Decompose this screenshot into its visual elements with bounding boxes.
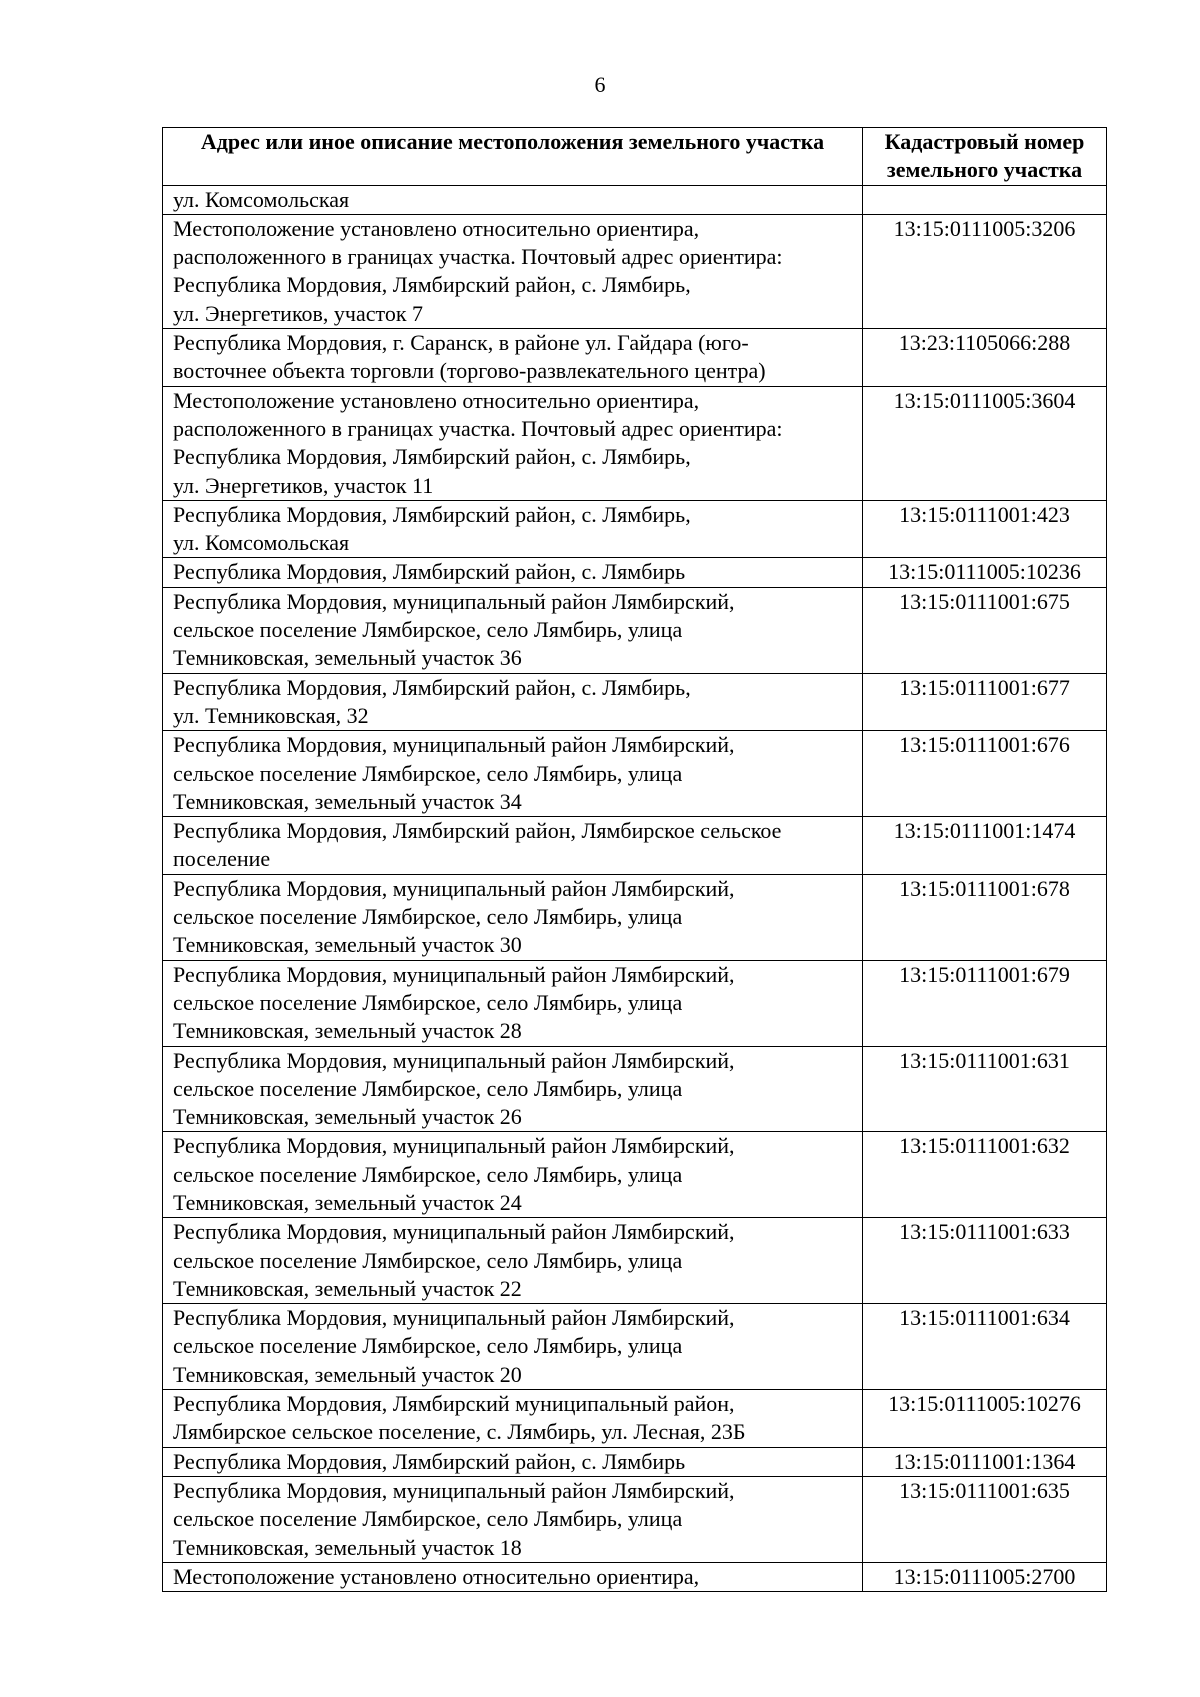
address-cell — [163, 558, 863, 587]
address-line: Темниковская, земельный участок 18 — [173, 1534, 522, 1560]
cadastral-number-cell: 13:15:0111001:678 — [863, 874, 1107, 960]
cadastral-number-cell: 13:15:0111001:679 — [863, 960, 1107, 1046]
address-line: Республика Мордовия, муниципальный район Лямбирский, — [173, 1219, 735, 1245]
address-cell — [163, 1476, 863, 1562]
cadastral-number-cell: 13:15:0111001:677 — [863, 673, 1107, 731]
address-cell — [163, 185, 863, 214]
table-row — [163, 874, 1107, 960]
address-line: сельское поселение Лямбирское, село Лямбирь, улица — [173, 1075, 683, 1101]
address-line: Республика Мордовия, Лямбирский район, с. Лямбирь — [173, 1448, 686, 1474]
address-line: Республика Мордовия, муниципальный район Лямбирский, — [173, 961, 735, 987]
address-line: ул. Энергетиков, участок 7 — [173, 300, 424, 326]
address-line: Местоположение установлено относительно ориентира, — [173, 1563, 700, 1589]
address-cell — [163, 1447, 863, 1476]
cadastral-number-cell: 13:15:0111001:1474 — [863, 817, 1107, 875]
cadastral-number-cell: 13:15:0111001:675 — [863, 587, 1107, 673]
table-header-row — [163, 128, 1107, 186]
cadastral-number-cell: 13:15:0111005:10236 — [863, 558, 1107, 587]
header-cadastral-number: Кадастровый номер земельного участка — [863, 128, 1107, 186]
address-line: Республика Мордовия, муниципальный район Лямбирский, — [173, 588, 735, 614]
cadastral-number-cell: 13:15:0111005:2700 — [863, 1562, 1107, 1591]
address-line: Республика Мордовия, Лямбирский район, с. Лямбирь, — [173, 674, 691, 700]
address-line: расположенного в границах участка. Почтовый адрес ориентира: — [173, 415, 783, 441]
table-body — [163, 185, 1107, 1592]
table-row — [163, 1476, 1107, 1562]
address-line: расположенного в границах участка. Почтовый адрес ориентира: — [173, 244, 783, 270]
address-line: сельское поселение Лямбирское, село Лямбирь, улица — [173, 760, 683, 786]
address-line: Республика Мордовия, муниципальный район Лямбирский, — [173, 1133, 735, 1159]
address-line: Республика Мордовия, Лямбирский район, с. Лямбирь, — [173, 444, 691, 470]
address-line: Республика Мордовия, Лямбирский район, с. Лямбирь — [173, 559, 686, 585]
address-line: Республика Мордовия, муниципальный район Лямбирский, — [173, 1305, 735, 1331]
cadastral-number-cell: 13:15:0111001:676 — [863, 731, 1107, 817]
address-line: Темниковская, земельный участок 26 — [173, 1104, 522, 1130]
address-line: ул. Энергетиков, участок 11 — [173, 472, 434, 498]
address-line: Республика Мордовия, муниципальный район Лямбирский, — [173, 732, 735, 758]
table-row — [163, 1046, 1107, 1132]
cadastral-number-cell: 13:15:0111001:634 — [863, 1304, 1107, 1390]
address-line: Темниковская, земельный участок 20 — [173, 1361, 522, 1387]
address-cell — [163, 874, 863, 960]
table-row — [163, 1390, 1107, 1448]
table-row — [163, 731, 1107, 817]
address-line: сельское поселение Лямбирское, село Лямбирь, улица — [173, 1506, 683, 1532]
address-line: сельское поселение Лямбирское, село Лямбирь, улица — [173, 1247, 683, 1273]
address-cell — [163, 500, 863, 558]
table-row — [163, 673, 1107, 731]
land-plot-table — [162, 127, 1107, 1592]
address-line: сельское поселение Лямбирское, село Лямбирь, улица — [173, 1161, 683, 1187]
cadastral-number-cell: 13:15:0111005:10276 — [863, 1390, 1107, 1448]
table-row — [163, 329, 1107, 387]
table-row — [163, 1218, 1107, 1304]
address-line: Темниковская, земельный участок 30 — [173, 932, 522, 958]
address-cell — [163, 673, 863, 731]
table-row — [163, 185, 1107, 214]
address-line: ул. Комсомольская — [173, 530, 350, 556]
address-line: Республика Мордовия, Лямбирский район, с. Лямбирь, — [173, 501, 691, 527]
table-row — [163, 960, 1107, 1046]
address-cell — [163, 817, 863, 875]
address-cell — [163, 1046, 863, 1132]
address-cell — [163, 1132, 863, 1218]
address-line: ул. Комсомольская — [173, 186, 350, 212]
address-line: Темниковская, земельный участок 36 — [173, 645, 522, 671]
cadastral-number-cell: 13:15:0111005:3604 — [863, 386, 1107, 500]
address-line: Республика Мордовия, г. Саранск, в районе ул. Гайдара (юго- — [173, 330, 749, 356]
table-row — [163, 1447, 1107, 1476]
cadastral-number-cell: 13:15:0111001:635 — [863, 1476, 1107, 1562]
address-line: восточнее объекта торговли (торгово-развлекательного центра) — [173, 358, 766, 384]
address-cell — [163, 329, 863, 387]
table-row — [163, 1132, 1107, 1218]
page-number: 6 — [594, 72, 606, 97]
address-line: Лямбирское сельское поселение, с. Лямбирь, ул. Лесная, 23Б — [173, 1419, 746, 1445]
table-row — [163, 1304, 1107, 1390]
cadastral-number-cell: 13:15:0111001:632 — [863, 1132, 1107, 1218]
address-line: Местоположение установлено относительно ориентира, — [173, 387, 700, 413]
address-line: сельское поселение Лямбирское, село Лямбирь, улица — [173, 1333, 683, 1359]
table-row — [163, 214, 1107, 328]
address-line: Республика Мордовия, Лямбирский район, с. Лямбирь, — [173, 272, 691, 298]
address-cell — [163, 1390, 863, 1448]
cadastral-number-cell: 13:15:0111001:423 — [863, 500, 1107, 558]
cadastral-number-cell: 13:15:0111001:633 — [863, 1218, 1107, 1304]
table-row — [163, 558, 1107, 587]
cadastral-number-cell: 13:15:0111005:3206 — [863, 214, 1107, 328]
address-line: Местоположение установлено относительно ориентира, — [173, 215, 700, 241]
address-cell — [163, 1562, 863, 1591]
address-cell — [163, 214, 863, 328]
address-line: ул. Темниковская, 32 — [173, 702, 369, 728]
table-row — [163, 386, 1107, 500]
address-line: сельское поселение Лямбирское, село Лямбирь, улица — [173, 989, 683, 1015]
address-cell — [163, 960, 863, 1046]
cadastral-number-cell: 13:23:1105066:288 — [863, 329, 1107, 387]
address-line: поселение — [173, 846, 271, 872]
address-cell — [163, 1218, 863, 1304]
address-line: Республика Мордовия, Лямбирский район, Лямбирское сельское — [173, 818, 782, 844]
cadastral-number-cell — [863, 185, 1107, 214]
table-row — [163, 817, 1107, 875]
address-line: сельское поселение Лямбирское, село Лямбирь, улица — [173, 904, 683, 930]
address-cell — [163, 386, 863, 500]
address-line: Темниковская, земельный участок 24 — [173, 1189, 522, 1215]
header-address: Адрес или иное описание местоположения земельного участка — [163, 128, 863, 186]
address-line: сельское поселение Лямбирское, село Лямбирь, улица — [173, 617, 683, 643]
table-row — [163, 1562, 1107, 1591]
address-cell — [163, 587, 863, 673]
address-line: Темниковская, земельный участок 22 — [173, 1275, 522, 1301]
address-line: Республика Мордовия, муниципальный район Лямбирский, — [173, 1477, 735, 1503]
cadastral-number-cell: 13:15:0111001:1364 — [863, 1447, 1107, 1476]
address-line: Республика Мордовия, муниципальный район Лямбирский, — [173, 875, 735, 901]
address-cell — [163, 1304, 863, 1390]
table-row — [163, 500, 1107, 558]
address-line: Республика Мордовия, муниципальный район Лямбирский, — [173, 1047, 735, 1073]
cadastral-number-cell: 13:15:0111001:631 — [863, 1046, 1107, 1132]
address-line: Темниковская, земельный участок 28 — [173, 1018, 522, 1044]
address-cell — [163, 731, 863, 817]
table-row — [163, 587, 1107, 673]
address-line: Республика Мордовия, Лямбирский муниципальный район, — [173, 1391, 735, 1417]
address-line: Темниковская, земельный участок 34 — [173, 788, 522, 814]
